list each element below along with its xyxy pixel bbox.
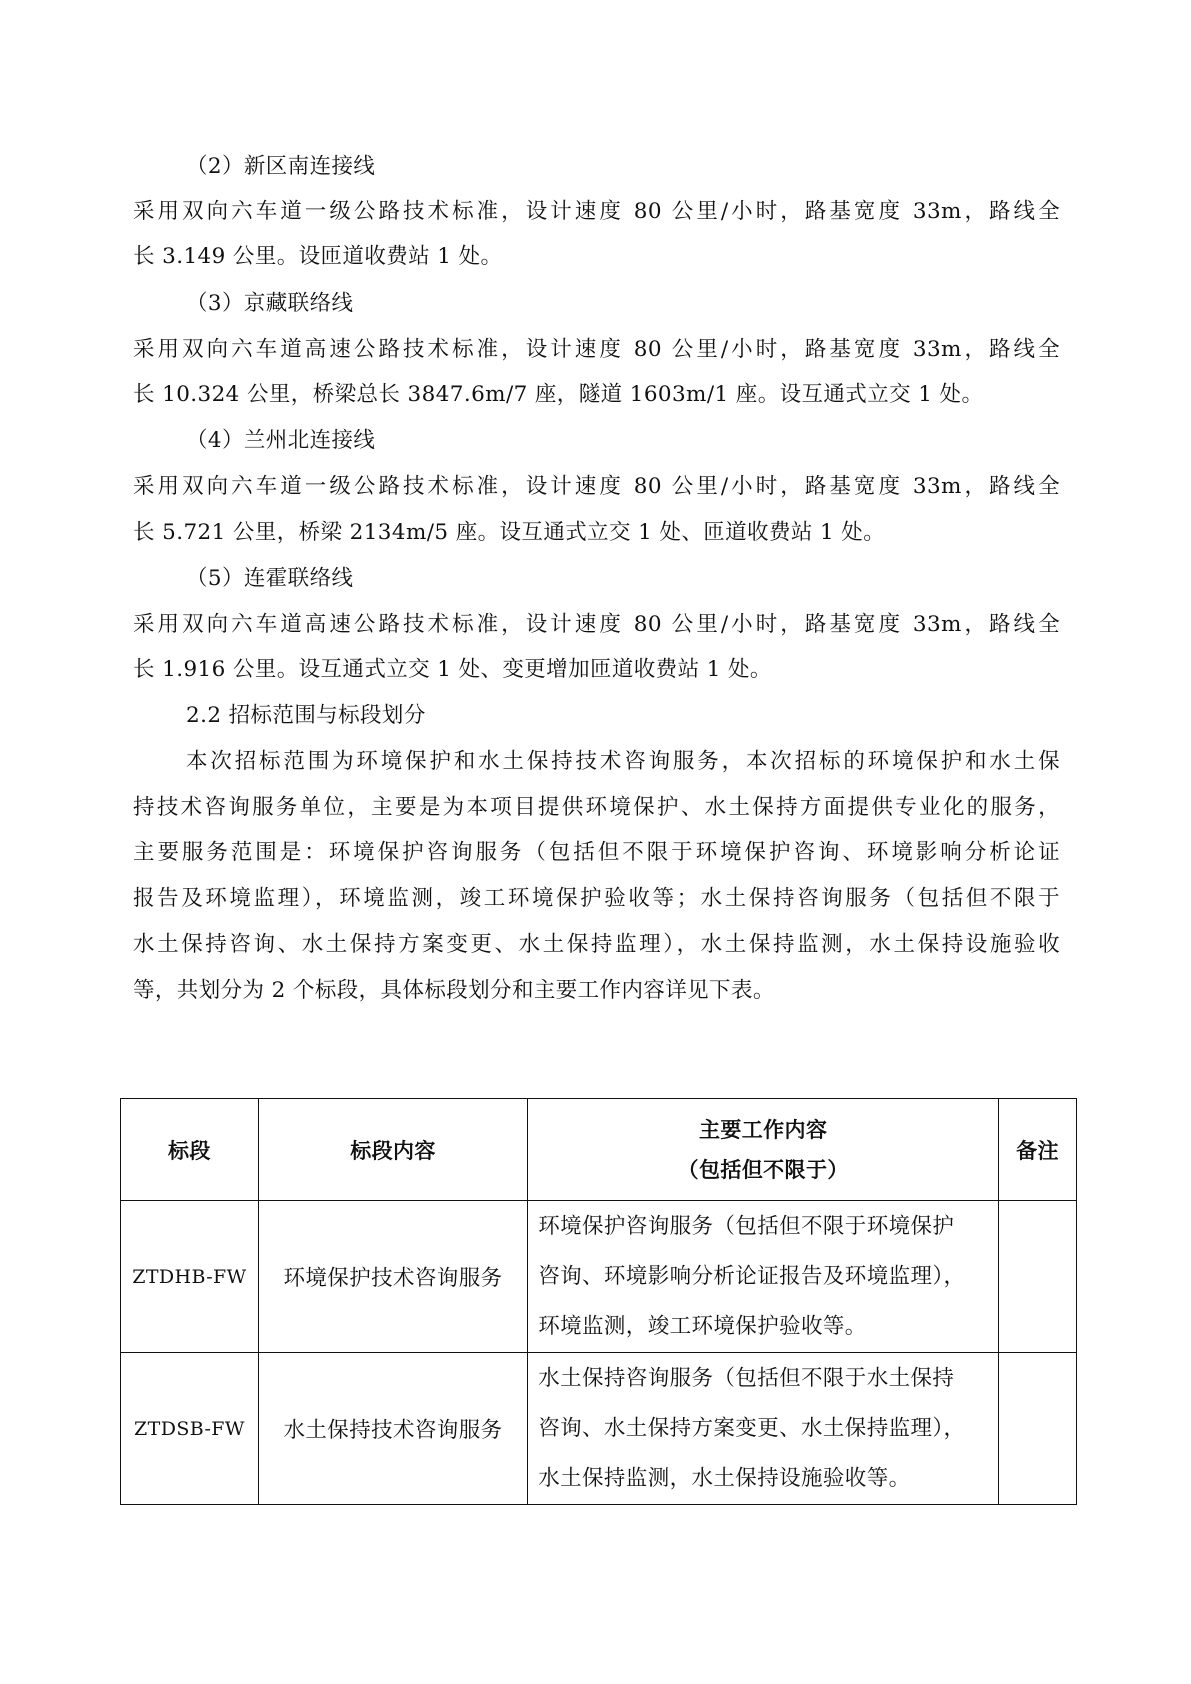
cell-work-line: 咨询、环境影响分析论证报告及环境监理）， [538,1263,966,1289]
paragraph-line: 采用双向六车道高速公路技术标准，设计速度 80 公里/小时，路基宽度 33m，路线全 [133,337,1060,362]
header-work-title: 主要工作内容 [698,1117,828,1142]
cell-scope: 水土保持技术咨询服务 [258,1353,527,1505]
paragraph-line: 水土保持咨询、水土保持方案变更、水土保持监理），水土保持监测，水土保持设施验收 [133,932,1060,957]
cell-work-line: 水土保持监测，水土保持设施验收等。 [538,1465,911,1491]
cell-code: ZTDSB-FW [121,1353,259,1505]
paragraph-line: 持技术咨询服务单位，主要是为本项目提供环境保护、水土保持方面提供专业化的服务， [133,795,1060,820]
paragraph-line: 采用双向六车道一级公路技术标准，设计速度 80 公里/小时，路基宽度 33m，路线全 [133,474,1060,499]
table-header-row [121,1099,1077,1201]
paragraph-line: 报告及环境监理），环境监测，竣工环境保护验收等；水土保持咨询服务（包括但不限于 [133,886,1060,911]
cell-work [528,1201,999,1353]
paragraph-line: 采用双向六车道一级公路技术标准，设计速度 80 公里/小时，路基宽度 33m，路线全 [133,199,1060,224]
header-content: 标段内容 [258,1099,527,1201]
paragraph-line: 长 5.721 公里，桥梁 2134m/5 座。设互通式立交 1 处、匝道收费站 1 处。 [133,520,886,545]
paragraph-line: 等，共划分为 2 个标段，具体标段划分和主要工作内容详见下表。 [133,978,775,1003]
section-heading: 2.2 招标范围与标段划分 [186,703,426,728]
subsection-heading: （5）连霍联络线 [186,566,354,591]
subsection-heading: （2）新区南连接线 [186,154,376,179]
header-remark: 备注 [999,1099,1077,1201]
cell-remark [999,1201,1077,1353]
header-work-note: （包括但不限于） [677,1157,849,1182]
cell-work-line: 环境保护咨询服务（包括但不限于环境保护 [538,1213,955,1239]
cell-scope: 环境保护技术咨询服务 [258,1201,527,1353]
subsection-heading: （3）京藏联络线 [186,291,354,316]
cell-work-line: 水土保持咨询服务（包括但不限于水土保持 [538,1365,955,1391]
cell-work [528,1353,999,1505]
paragraph-line: 长 3.149 公里。设匝道收费站 1 处。 [133,244,503,269]
cell-code: ZTDHB-FW [121,1201,259,1353]
paragraph-line: 主要服务范围是：环境保护咨询服务（包括但不限于环境保护咨询、环境影响分析论证 [133,840,1060,865]
paragraph-line: 长 1.916 公里。设互通式立交 1 处、变更增加匝道收费站 1 处。 [133,657,772,682]
cell-remark [999,1353,1077,1505]
paragraph-line: 采用双向六车道高速公路技术标准，设计速度 80 公里/小时，路基宽度 33m，路线全 [133,612,1060,637]
header-work [528,1099,999,1201]
table-row [121,1353,1077,1505]
paragraph-line: 本次招标范围为环境保护和水土保持技术咨询服务，本次招标的环境保护和水土保 [186,749,1060,774]
bid-section-table [120,1098,1077,1505]
cell-work-line: 咨询、水土保持方案变更、水土保持监理）， [538,1415,966,1441]
subsection-heading: （4）兰州北连接线 [186,428,376,453]
header-section: 标段 [121,1099,259,1201]
cell-work-line: 环境监测，竣工环境保护验收等。 [538,1313,867,1339]
paragraph-line: 长 10.324 公里，桥梁总长 3847.6m/7 座，隧道 1603m/1 座。设互通式立交 1 处。 [133,382,984,407]
table-row [121,1201,1077,1353]
